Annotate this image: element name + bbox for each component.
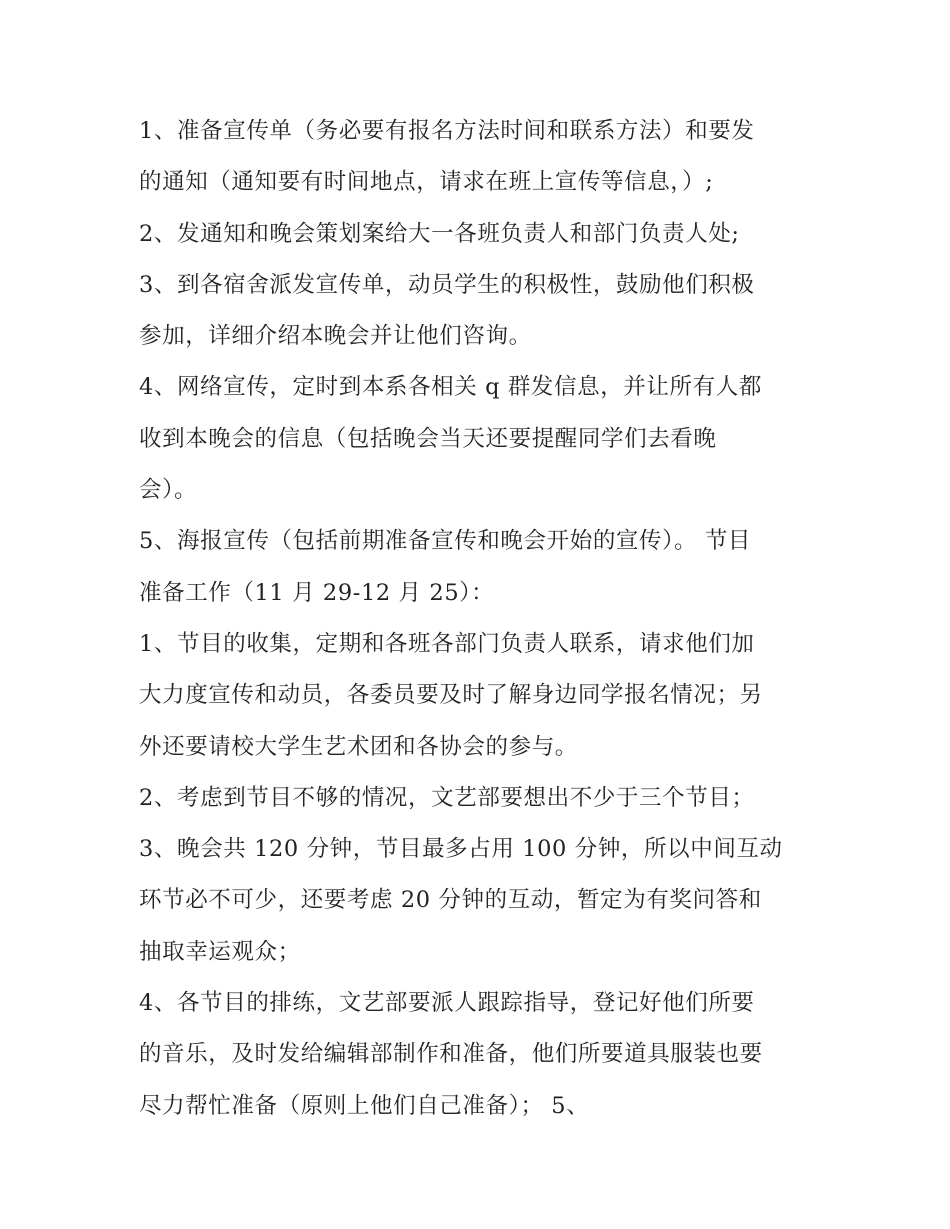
text-line: 4、各节目的排练，文艺部要派人跟踪指导，登记好他们所要 xyxy=(139,990,755,1017)
text-line: 参加，详细介绍本晚会并让他们咨询。 xyxy=(139,323,532,350)
text-line: 准备工作（11 月 29-12 月 25）： xyxy=(139,579,495,606)
text-line: 会）。 xyxy=(139,477,198,504)
text-line: 1、准备宣传单（务必要有报名方法时间和联系方法）和要发 xyxy=(139,118,755,144)
text-line: 尽力帮忙准备（原则上他们自己准备）； 5、 xyxy=(139,1092,590,1119)
text-line: 的通知（通知要有时间地点，请求在班上宣传等信息，）; xyxy=(139,169,714,196)
text-line: 收到本晚会的信息（包括晚会当天还要提醒同学们去看晚 xyxy=(139,425,717,452)
document-body xyxy=(139,106,829,1132)
text-line: 的音乐，及时发给编辑部制作和准备，他们所要道具服装也要 xyxy=(139,1041,763,1068)
text-line: 4、网络宣传，定时到本系各相关 q 群发信息，并让所有人都 xyxy=(139,374,762,401)
text-line: 2、考虑到节目不够的情况，文艺部要想出不少于三个节目； xyxy=(139,784,755,811)
text-line: 1、节目的收集，定期和各班各部门负责人联系，请求他们加 xyxy=(139,630,755,657)
text-line: 环节必不可少，还要考虑 20 分钟的互动，暂定为有奖问答和 xyxy=(139,887,762,914)
text-line: 外还要请校大学生艺术团和各协会的参与。 xyxy=(139,733,578,760)
text-line: 抽取幸运观众； xyxy=(139,938,301,965)
text-line: 2、发通知和晚会策划案给大一各班负责人和部门负责人处; xyxy=(139,220,740,247)
text-line: 3、晚会共 120 分钟，节目最多占用 100 分钟，所以中间互动 xyxy=(139,836,783,863)
text-line: 大力度宣传和动员，各委员要及时了解身边同学报名情况；另 xyxy=(139,682,763,709)
text-line: 5、海报宣传（包括前期准备宣传和晚会开始的宣传）。 节目 xyxy=(139,528,752,555)
text-line: 3、到各宿舍派发宣传单，动员学生的积极性，鼓励他们积极 xyxy=(139,271,755,298)
